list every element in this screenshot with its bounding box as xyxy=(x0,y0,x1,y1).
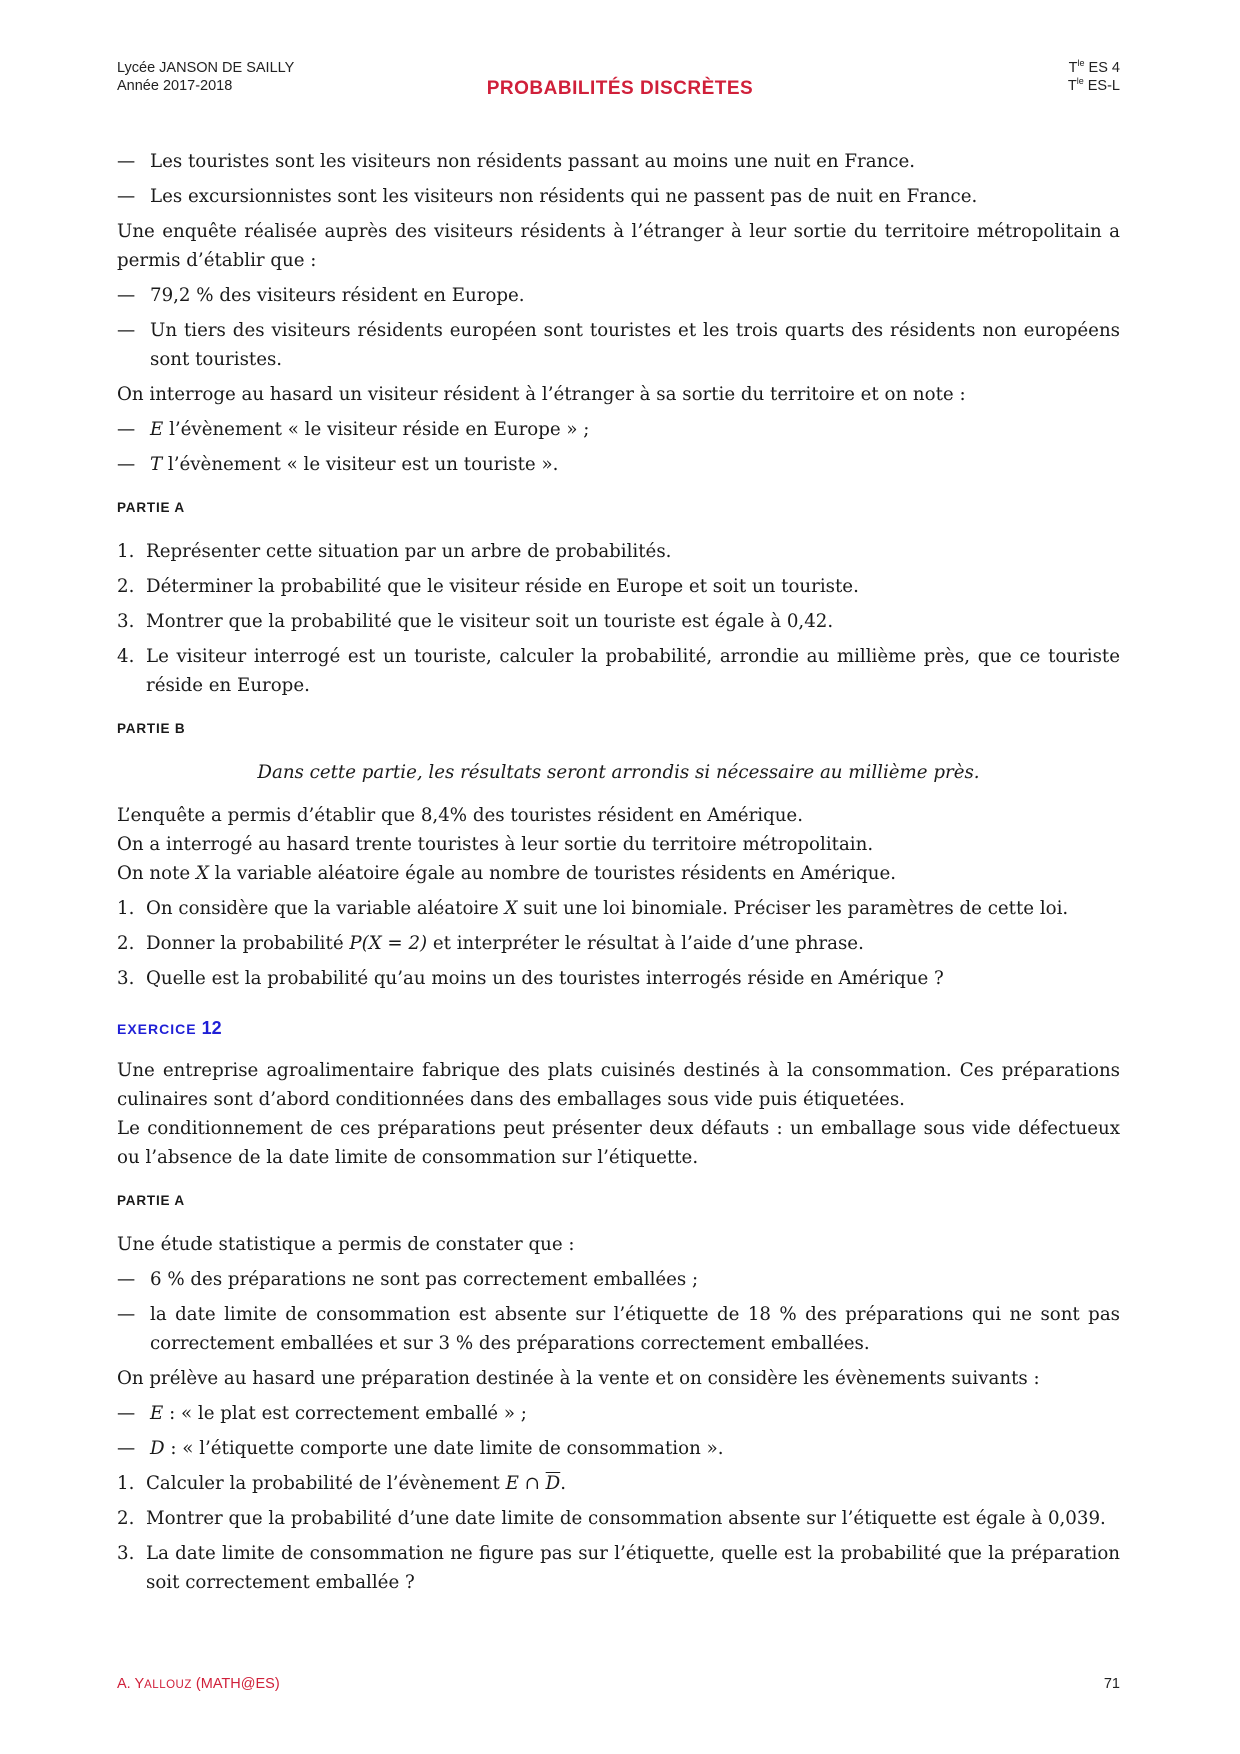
list-item: — D : « l’étiquette comporte une date limite de consommation ». xyxy=(117,1438,724,1459)
page-title: PROBABILITÉS DISCRÈTES xyxy=(486,78,754,99)
paragraph: On prélève au hasard une préparation destinée à la vente et on considère les évènements suivants : xyxy=(117,1368,1040,1389)
question-item: 1. On considère que la variable aléatoire X suit une loi binomiale. Préciser les paramètres de cette loi. xyxy=(117,898,1069,919)
paragraph: Le conditionnement de ces préparations peut présenter deux défauts : un emballage sous vide défectueux ou l’absence de la date limite de consommation sur l’étiquette. xyxy=(117,1118,1120,1168)
list-item: — E : « le plat est correctement emballé » ; xyxy=(117,1403,527,1424)
list-item: — Les touristes sont les visiteurs non résidents passant au moins une nuit en France. xyxy=(117,151,916,172)
question-item: 3. Quelle est la probabilité qu’au moins un des touristes interrogés réside en Amérique ? xyxy=(117,968,944,989)
section-heading-partie-a: PARTIE A xyxy=(117,500,185,515)
paragraph: On interroge au hasard un visiteur résident à l’étranger à sa sortie du territoire et on note : xyxy=(117,384,966,405)
paragraph: Une étude statistique a permis de constater que : xyxy=(117,1234,575,1255)
class-label-1: $T^{le}$ ES 4 xyxy=(1068,58,1120,76)
list-item: — E l’évènement « le visiteur réside en Europe » ; xyxy=(117,419,590,440)
footer-author: A. YALLOUZ (MATH@ES) xyxy=(117,1676,280,1692)
question-item: 3. La date limite de consommation ne figure pas sur l’étiquette, quelle est la probabilité que la préparation soit correctement emballée ? xyxy=(117,1543,1120,1593)
question-item: 1. Représenter cette situation par un arbre de probabilités. xyxy=(117,541,672,562)
question-item: 2. Déterminer la probabilité que le visiteur réside en Europe et soit un touriste. xyxy=(117,576,859,597)
school-name: Lycée JANSON DE SAILLY xyxy=(117,60,295,76)
header-right xyxy=(1068,59,1120,95)
list-item: — Les excursionnistes sont les visiteurs non résidents qui ne passent pas de nuit en France. xyxy=(117,186,978,207)
list-item: — 6 % des préparations ne sont pas correctement emballées ; xyxy=(117,1269,699,1290)
paragraph-line: On note X la variable aléatoire égale au nombre de touristes résidents en Amérique. xyxy=(117,863,897,884)
list-item: — 79,2 % des visiteurs résident en Europe. xyxy=(117,285,525,306)
rounding-note: Dans cette partie, les résultats seront arrondis si nécessaire au millième près. xyxy=(257,762,980,783)
list-item: — Un tiers des visiteurs résidents européen sont touristes et les trois quarts des résidents non européens sont touristes. xyxy=(117,320,1120,370)
paragraph-line: L’enquête a permis d’établir que 8,4% des touristes résident en Amérique. xyxy=(117,805,803,826)
page-number: 71 xyxy=(1103,1676,1120,1692)
list-item: — la date limite de consommation est absente sur l’étiquette de 18 % des préparations qui ne sont pas correctement emballées et sur 3 % des préparations correctement emballées. xyxy=(117,1304,1120,1354)
list-item: — T l’évènement « le visiteur est un touriste ». xyxy=(117,454,559,475)
paragraph: Une entreprise agroalimentaire fabrique des plats cuisinés destinés à la consommation. Ces préparations culinaires sont d’abord conditionnées dans des emballages sous vide puis étiquetées. xyxy=(117,1060,1120,1110)
question-item: 2. Donner la probabilité P(X = 2) et interpréter le résultat à l’aide d’une phrase. xyxy=(117,933,864,954)
question-item: 1. Calculer la probabilité de l’évènement E ∩ $\overline{D}$. xyxy=(117,1473,567,1494)
school-year: Année 2017-2018 xyxy=(117,78,233,94)
question-item: 2. Montrer que la probabilité d’une date limite de consommation absente sur l’étiquette est égale à 0,039. xyxy=(117,1508,1106,1529)
question-item: 4. Le visiteur interrogé est un touriste, calculer la probabilité, arrondie au millième près, que ce touriste réside en Europe. xyxy=(117,646,1120,696)
question-item: 3. Montrer que la probabilité que le visiteur soit un touriste est égale à 0,42. xyxy=(117,611,834,632)
section-heading-partie-b: PARTIE B xyxy=(117,721,186,736)
class-label-2: $T^{le}$ ES-L xyxy=(1067,76,1120,94)
paragraph-line: On a interrogé au hasard trente touristes à leur sortie du territoire métropolitain. xyxy=(117,834,874,855)
section-heading-partie-a: PARTIE A xyxy=(117,1193,185,1208)
paragraph: Une enquête réalisée auprès des visiteurs résidents à l’étranger à leur sortie du territoire métropolitain a permis d’établir que : xyxy=(117,221,1120,271)
exercise-heading: EXERCICE 12 xyxy=(117,1018,222,1038)
document-body xyxy=(117,147,1120,1603)
